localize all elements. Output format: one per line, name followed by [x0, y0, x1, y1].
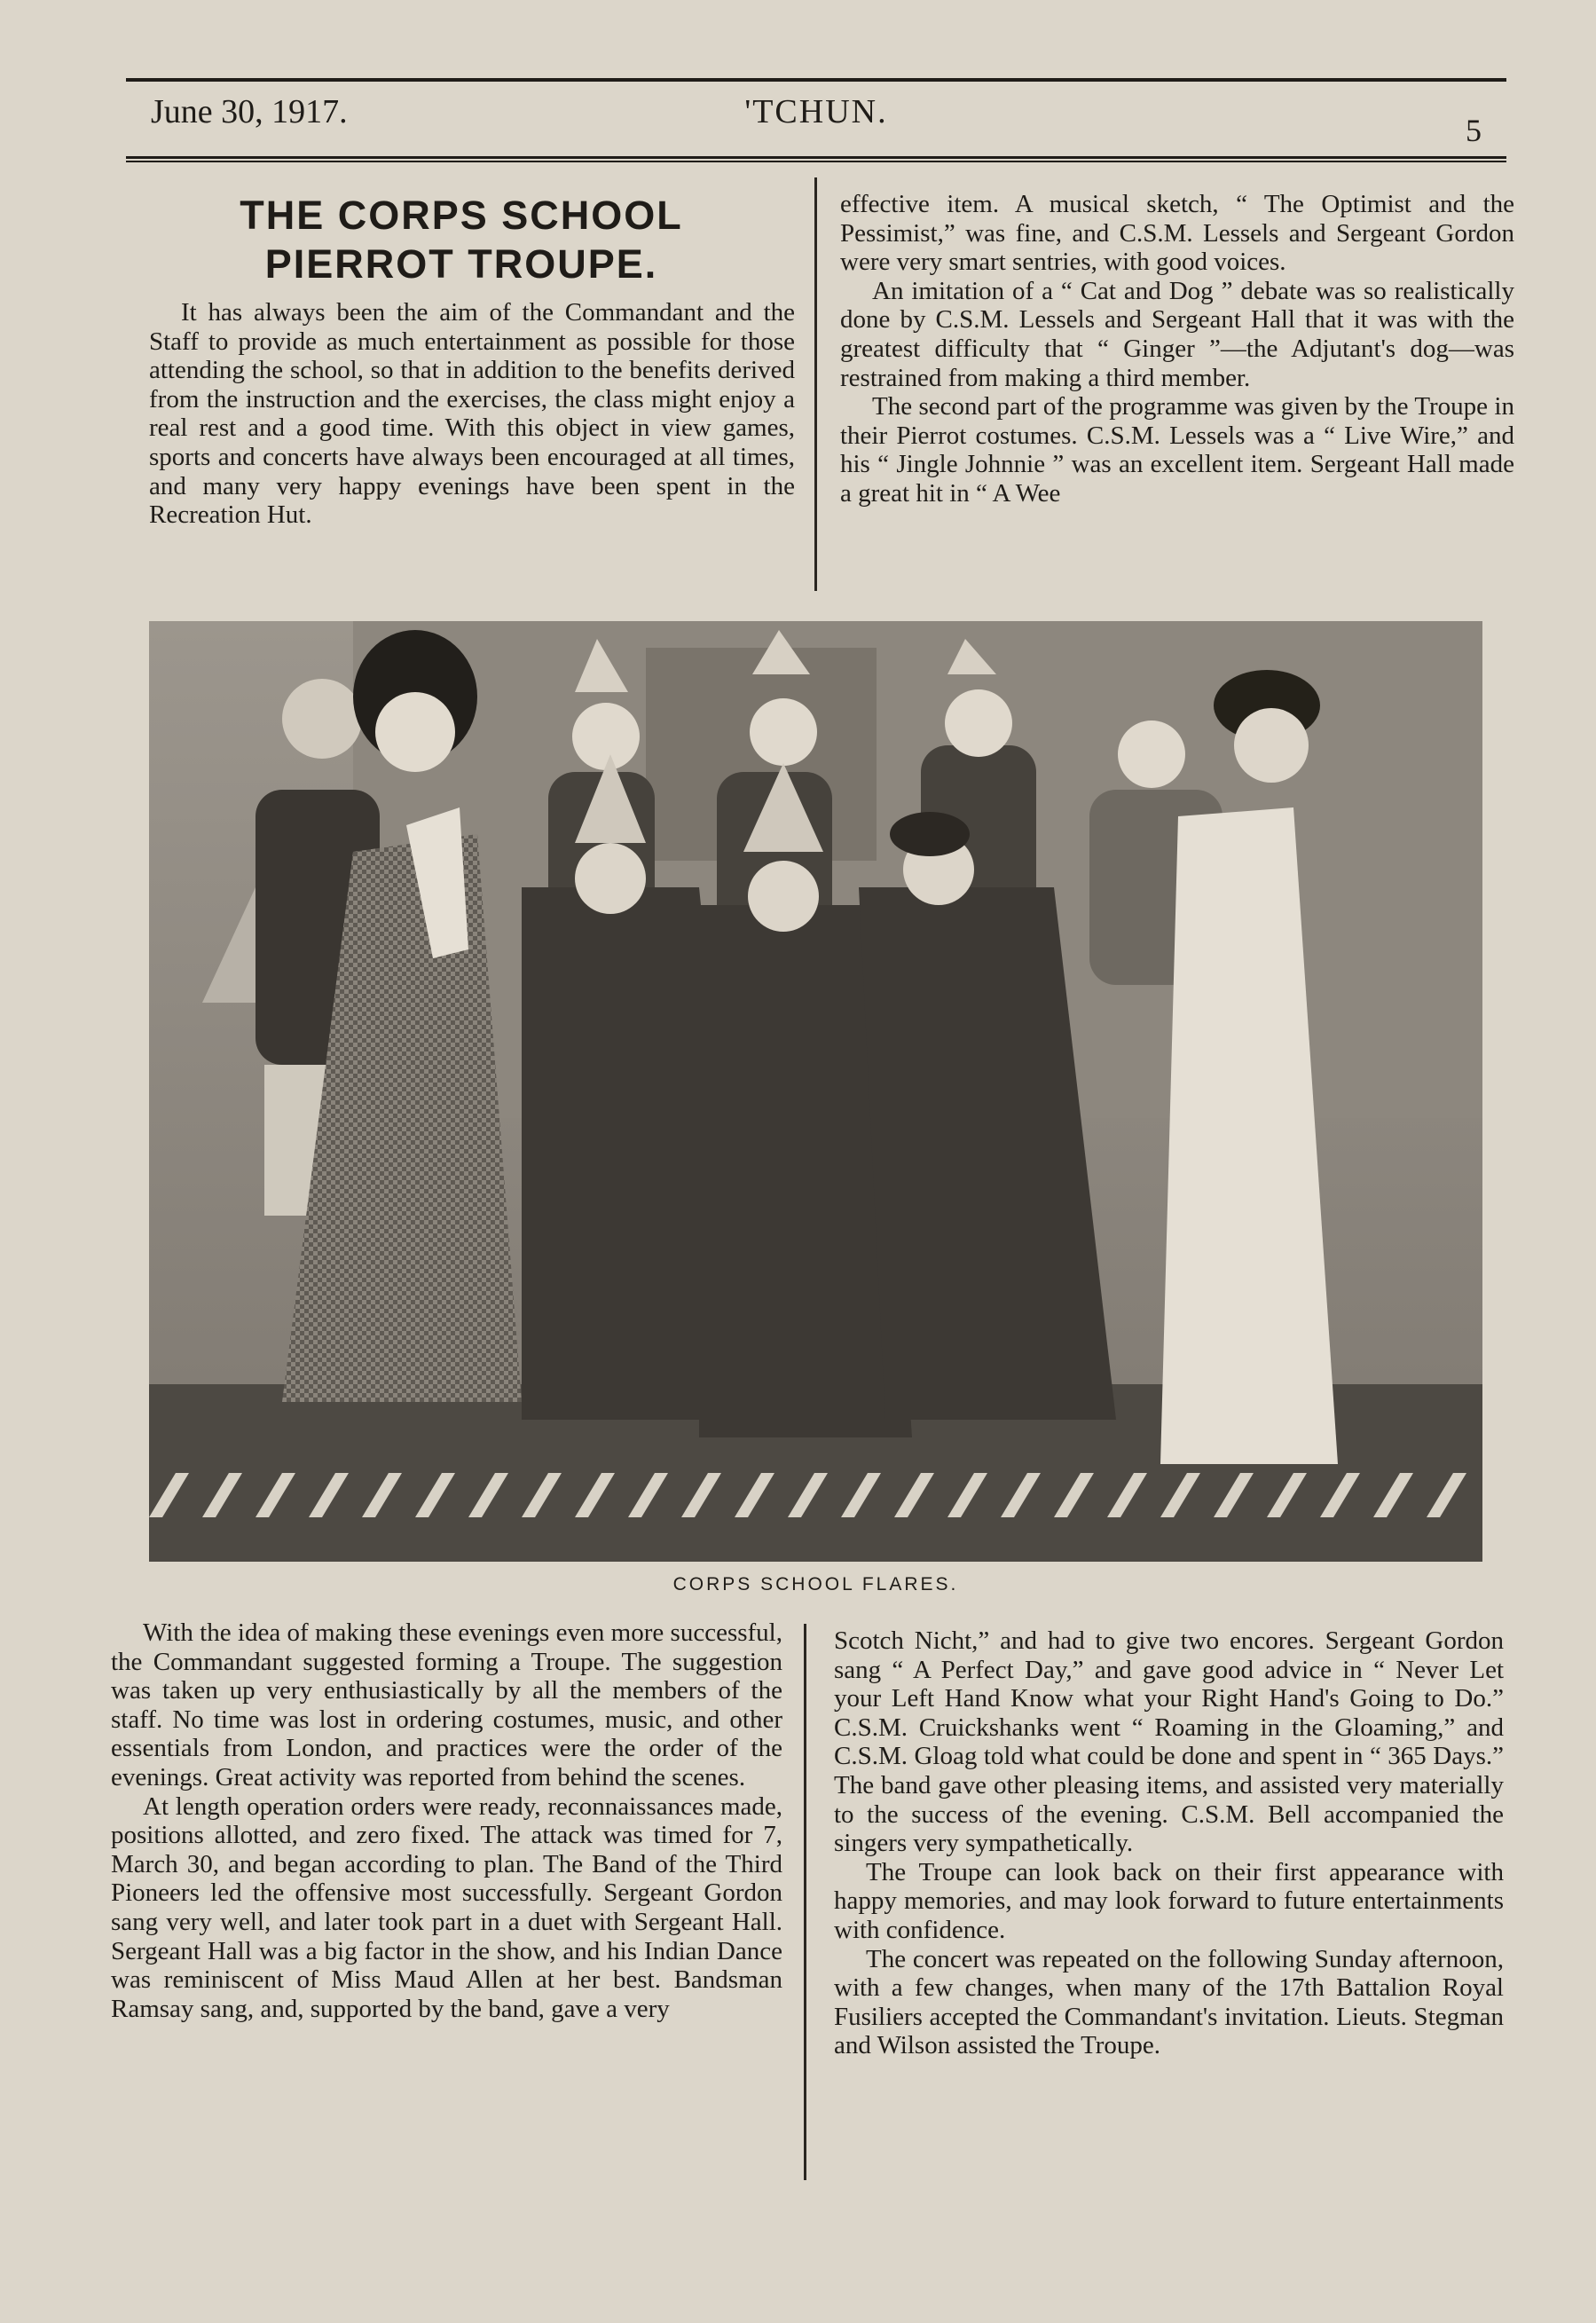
column-bottom-left — [111, 1618, 782, 2023]
paragraph: Scotch Nicht,” and had to give two encores. Sergeant Gordon sang “ A Perfect Day,” and gave good advice in “ Never Let your Left Hand Know what your Right Hand's Going to Do.” C.S.M. Cruickshanks went “ Roaming in the Gloaming,” and C.S.M. Gloag told what could be done and spent in “ 365 Days.” The band gave other pleasing items, and assisted very materially to the success of the evening. C.S.M. Bell accompanied the singers very sympathetically. — [834, 1626, 1504, 1858]
paragraph: The concert was repeated on the following Sunday afternoon, with a few changes, when many of the 17th Battalion Royal Fusiliers accepted the Commandant's invitation. Lieuts. Stegman and Wilson assisted the Troupe. — [834, 1944, 1504, 2060]
paragraph: effective item. A musical sketch, “ The Optimist and the Pessimist,” was fine, and C.S.M. Lessels and Sergeant Gordon were very smart sentries, with good voices. — [840, 190, 1514, 277]
header-bottom-rule — [126, 156, 1506, 159]
page-number: 5 — [1466, 113, 1482, 148]
paragraph: With the idea of making these evenings even more successful, the Commandant suggested forming a Troupe. The suggestion was taken up very enthusiastically by all the members of the staff. No time was lost in ordering costumes, music, and other essentials from London, and practices were the order of the evenings. Great activity was reported from behind the scenes. — [111, 1618, 782, 1791]
column-bottom-right — [834, 1626, 1504, 2060]
headline-line-2: PIERROT TROUPE. — [264, 241, 658, 287]
paragraph: An imitation of a “ Cat and Dog ” debate was so realistically done by C.S.M. Lessels and Sergeant Hall that it was with the greatest difficulty that “ Ginger ”—the Adjutant's dog—was restrained from making a third member. — [840, 276, 1514, 392]
header-bottom-rule-thin — [126, 161, 1506, 162]
page-header — [151, 92, 1482, 146]
paragraph: At length operation orders were ready, reconnaissances made, positions allotted, and zero fixed. The attack was timed for 7, March 30, and began according to plan. The Band of the Third Pioneers led the offensive most successfully. Sergeant Gordon sang very well, and later took part in a duet with Sergeant Hall. Sergeant Hall was a big factor in the show, and his Indian Dance was reminiscent of Miss Maud Allen at her best. Bandsman Ramsay sang, and, supported by the band, gave a very — [111, 1791, 782, 2023]
column-top-left — [149, 298, 795, 530]
article-headline — [142, 191, 781, 288]
paragraph: It has always been the aim of the Commandant and the Staff to provide as much entertainment as possible for those attending the school, so that in addition to the benefits derived from the instruction and the exercises, the class might enjoy a real rest and a good time. With this object in view games, sports and concerts have always been encouraged at all times, and many very happy evenings have been spent in the Recreation Hut. — [149, 298, 795, 530]
issue-date: June 30, 1917. — [151, 93, 348, 130]
publication-title: 'TCHUN. — [744, 93, 888, 130]
column-divider — [814, 177, 817, 591]
seated-pierrots — [522, 887, 1116, 1437]
troupe-photograph — [149, 621, 1482, 1562]
headline-line-1: THE CORPS SCHOOL — [240, 193, 683, 238]
photo-illustration — [149, 621, 1482, 1562]
header-top-rule — [126, 78, 1506, 82]
paragraph: The Troupe can look back on their first appearance with happy memories, and may look forward to future entertainments with confidence. — [834, 1857, 1504, 1944]
photo-caption: CORPS SCHOOL FLARES. — [672, 1574, 959, 1595]
column-divider — [804, 1624, 806, 2180]
column-top-right — [840, 190, 1514, 508]
paragraph: The second part of the programme was given by the Troupe in their Pierrot costumes. C.S.M. Lessels was a “ Live Wire,” and his “ Jingle Johnnie ” was an excellent item. Sergeant Hall made a great hit in “ A Wee — [840, 392, 1514, 508]
